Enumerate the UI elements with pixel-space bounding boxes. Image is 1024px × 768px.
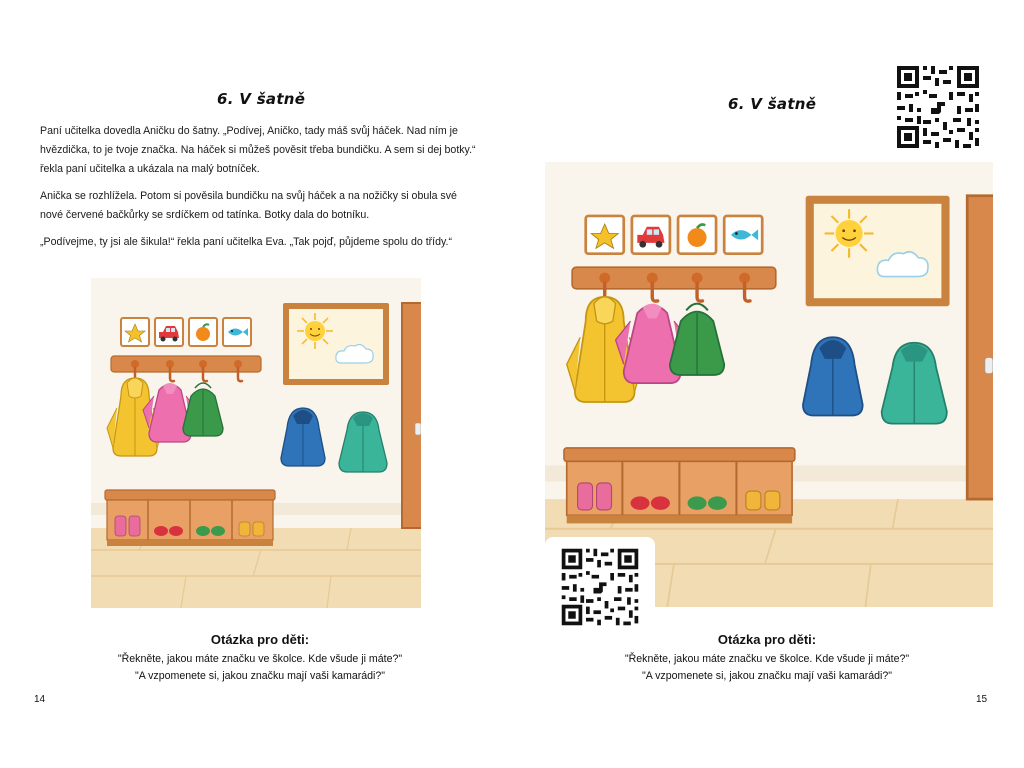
chapter-title: 6. V šatně — [217, 90, 306, 108]
question-line: "Řekněte, jakou máte značku ve školce. Kde všude ji máte?" — [624, 653, 910, 665]
qr-code-top[interactable] — [893, 62, 983, 152]
story-paragraph: Paní učitelka dovedla Aničku do šatny. „Podívej, Aničko, tady máš svůj háček. Nad ním je hvězdička, to je tvoje značka. Na háček si můžeš pověsit třeba bundičku. A sem si dej botky.“ řekla paní učitelka a ukázala na malý botníček. — [40, 125, 476, 175]
cloakroom-illustration — [91, 278, 421, 608]
chapter-title: 6. V šatně — [728, 95, 817, 113]
question-line: "Řekněte, jakou máte značku ve školce. Kde všude ji máte?" — [117, 653, 403, 665]
question-line: "A vzpomenete si, jakou značku mají vaši kamarádi?" — [641, 670, 893, 682]
right-page — [512, 0, 1024, 768]
qr-code-icon — [893, 62, 983, 152]
question-box — [60, 632, 460, 685]
story-text — [40, 122, 480, 260]
cloakroom-scene — [91, 278, 421, 608]
page-number: 15 — [976, 694, 988, 705]
story-paragraph: Anička se rozhlížela. Potom si pověsila bundičku na svůj háček a na nožičky si obula své nové červené bačkůrky se srdíčkem od tatínka. Botky dala do botníku. — [40, 190, 457, 221]
qr-code-icon — [553, 545, 647, 629]
question-box — [567, 632, 967, 685]
question-heading: Otázka pro děti: — [717, 632, 817, 647]
qr-code-bottom[interactable] — [545, 537, 655, 637]
story-paragraph: „Podívejme, ty jsi ale šikula!“ řekla paní učitelka Eva. „Tak pojď, půjdeme spolu do třídy.“ — [40, 236, 453, 248]
question-heading: Otázka pro děti: — [210, 632, 310, 647]
question-line: "A vzpomenete si, jakou značku mají vaši kamarádi?" — [134, 670, 386, 682]
page-number: 14 — [34, 694, 46, 705]
